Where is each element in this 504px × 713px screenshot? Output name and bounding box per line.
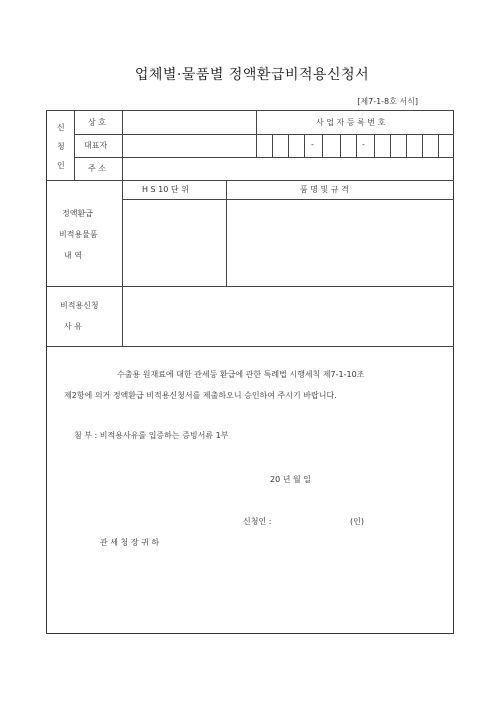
seal-mark: (인) — [350, 517, 364, 526]
applicant-side-label-3: 인 — [57, 161, 65, 170]
biz-reg-box — [390, 134, 391, 157]
rule-rep — [74, 157, 454, 158]
business-registration-label: 사 업 자 등 록 번 호 — [316, 118, 386, 127]
rule-reason-bottom — [46, 346, 454, 347]
page-title: 업체별·물품별 정액환급비적용신청서 — [134, 67, 370, 83]
rule-label-column — [122, 110, 123, 346]
rule-company — [74, 134, 454, 135]
items-label-2: 비적용물품 — [59, 230, 98, 239]
rule-top — [46, 110, 454, 111]
biz-reg-box — [356, 134, 357, 157]
attachment-note: 첨 부 : 비적용사유를 입증하는 증빙서류 1부 — [74, 431, 229, 440]
rule-items-bottom — [46, 286, 454, 287]
biz-reg-box — [422, 134, 423, 157]
rule-company-split — [256, 110, 257, 157]
company-name-label: 상 호 — [88, 118, 106, 127]
biz-reg-box — [288, 134, 289, 157]
applicant-signature-label: 신청인 : — [243, 517, 272, 526]
reason-label-2: 사 유 — [64, 322, 82, 331]
biz-reg-box — [304, 134, 305, 157]
biz-reg-box — [374, 134, 375, 157]
statement-line-1: 수출용 원재료에 대한 관세등 환급에 관한 특례법 시행세칙 제7-1-10조 — [117, 370, 365, 379]
biz-reg-box — [406, 134, 407, 157]
rule-applicant-bottom — [46, 180, 454, 181]
biz-reg-box — [438, 134, 439, 157]
biz-reg-box — [322, 134, 323, 157]
hs-code-header: H S 10 단 위 — [142, 185, 189, 194]
statement-line-2: 제2항에 의거 정액환급 비적용신청서를 제출하오니 승인하여 주시기 바랍니다. — [64, 391, 337, 400]
reason-label-1: 비적용신청 — [60, 301, 99, 310]
biz-reg-box — [272, 134, 273, 157]
biz-reg-box — [340, 134, 341, 157]
rule-item-header — [122, 199, 454, 200]
items-label-1: 정액환급 — [62, 209, 93, 218]
address-label: 주 소 — [88, 164, 106, 173]
applicant-side-label-1: 신 — [57, 123, 65, 132]
form-number: [제7-1-8호 서식] — [357, 97, 418, 106]
items-label-3: 내 역 — [64, 251, 82, 260]
date-line: 20 년 월 일 — [270, 475, 311, 484]
applicant-side-label-2: 청 — [57, 142, 65, 151]
biz-reg-dash-2: - — [362, 140, 365, 149]
rule-hs-split — [226, 180, 227, 286]
addressee: 관 세 청 장 귀 하 — [100, 538, 160, 547]
biz-reg-dash-1: - — [311, 140, 314, 149]
rule-applicant-side — [74, 110, 75, 180]
representative-label: 대표자 — [84, 141, 108, 150]
product-spec-header: 품 명 및 규 격 — [300, 185, 349, 194]
